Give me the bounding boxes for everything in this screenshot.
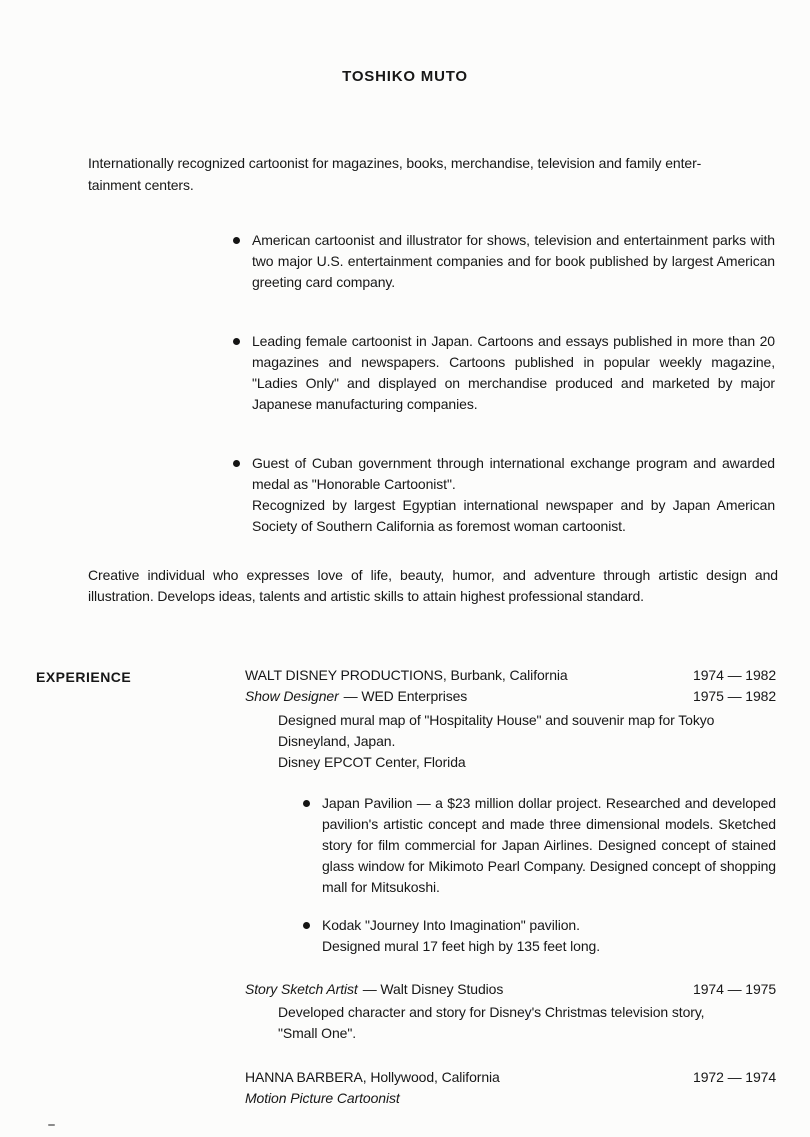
date-range: 1975 — 1982 (693, 688, 776, 704)
bullet-dot-icon (303, 915, 322, 957)
intro-line: Internationally recognized cartoonist for magazines, books, merchandise, television and family enter- (88, 155, 702, 171)
highlight-paragraph: Recognized by largest Egyptian international newspaper and by Japan American Society of Southern California as foremost woman cartoonist. (252, 497, 775, 534)
bullet-dot-icon (233, 230, 252, 293)
detail-line: Designed mural map of "Hospitality House" and souvenir map for Tokyo (278, 712, 715, 728)
highlight-text: American cartoonist and illustrator for shows, television and entertainment parks with two major U.S. entertainment companies and for book published by largest American greeting card company. (252, 232, 775, 290)
date-range: 1974 — 1975 (693, 981, 776, 997)
date-range: 1974 — 1982 (693, 667, 776, 683)
highlight-text (252, 453, 775, 537)
summary-paragraph: Creative individual who expresses love of life, beauty, humor, and adventure through artistic design and illustration. Develops ideas, talents and artistic skills to attain highest professional standard. (88, 567, 778, 604)
detail-line: Disney EPCOT Center, Florida (278, 754, 466, 770)
highlight-paragraph: Guest of Cuban government through international exchange program and awarded medal as "Honorable Cartoonist". (252, 455, 775, 492)
bullet-dot-icon (233, 453, 252, 537)
detail-line: Disneyland, Japan. (278, 733, 396, 749)
highlight-bullet-cuba (233, 453, 775, 537)
highlight-text: Leading female cartoonist in Japan. Cartoons and essays published in more than 20 magazines and newspapers. Cartoons published in popular weekly magazine, "Ladies Only" and displayed on merchandise produced and marketed by major Japanese manufacturing companies. (252, 333, 775, 412)
role-title-group (245, 686, 467, 707)
intro-paragraph (88, 152, 788, 196)
experience-content (245, 665, 776, 1109)
role-title: Motion Picture Cartoonist (245, 1090, 400, 1106)
page-title: TOSHIKO MUTO (342, 68, 468, 85)
intro-line: tainment centers. (88, 177, 194, 193)
experience-heading: EXPERIENCE (36, 669, 132, 685)
company-name: HANNA BARBERA, Hollywood, California (245, 1069, 500, 1085)
role-line-story-sketch (245, 979, 776, 1000)
role-title-group (245, 979, 503, 1000)
role-title: Show Designer (245, 688, 339, 704)
bullet-line: Kodak "Journey Into Imagination" pavilion. (322, 917, 580, 933)
role-line-motion-picture (245, 1088, 776, 1109)
role-org: — Walt Disney Studios (362, 981, 504, 997)
date-range: 1972 — 1974 (693, 1069, 776, 1085)
bullet-line: Designed mural 17 feet high by 135 feet long. (322, 938, 601, 954)
highlight-bullet-american (233, 230, 775, 293)
kodak-bullet (303, 915, 776, 957)
role-line-show-designer (245, 686, 776, 707)
role-title: Story Sketch Artist (245, 981, 358, 997)
detail-line: "Small One". (278, 1025, 356, 1041)
detail-line: Developed character and story for Disney's Christmas television story, (278, 1004, 705, 1020)
bullet-text: Japan Pavilion — a $23 million dollar project. Researched and developed pavilion's artistic concept and made three dimensional models. Sketched story for film commercial for Japan Airlines. Designed concept of stained glass window for Mikimoto Pearl Company. Designed concept of shopping mall for Mitsukoshi. (322, 795, 776, 895)
bullet-text (322, 915, 776, 957)
scan-speck (48, 1124, 55, 1126)
japan-pavilion-bullet (303, 793, 776, 898)
role-org: — WED Enterprises (343, 688, 468, 704)
company-name: WALT DISNEY PRODUCTIONS, Burbank, California (245, 667, 568, 683)
bullet-dot-icon (303, 793, 322, 898)
role-details (278, 1002, 772, 1044)
company-line-hanna-barbera (245, 1067, 776, 1088)
role-details (278, 710, 772, 773)
company-line-walt-disney (245, 665, 776, 686)
bullet-dot-icon (233, 331, 252, 415)
highlight-bullet-japan (233, 331, 775, 415)
